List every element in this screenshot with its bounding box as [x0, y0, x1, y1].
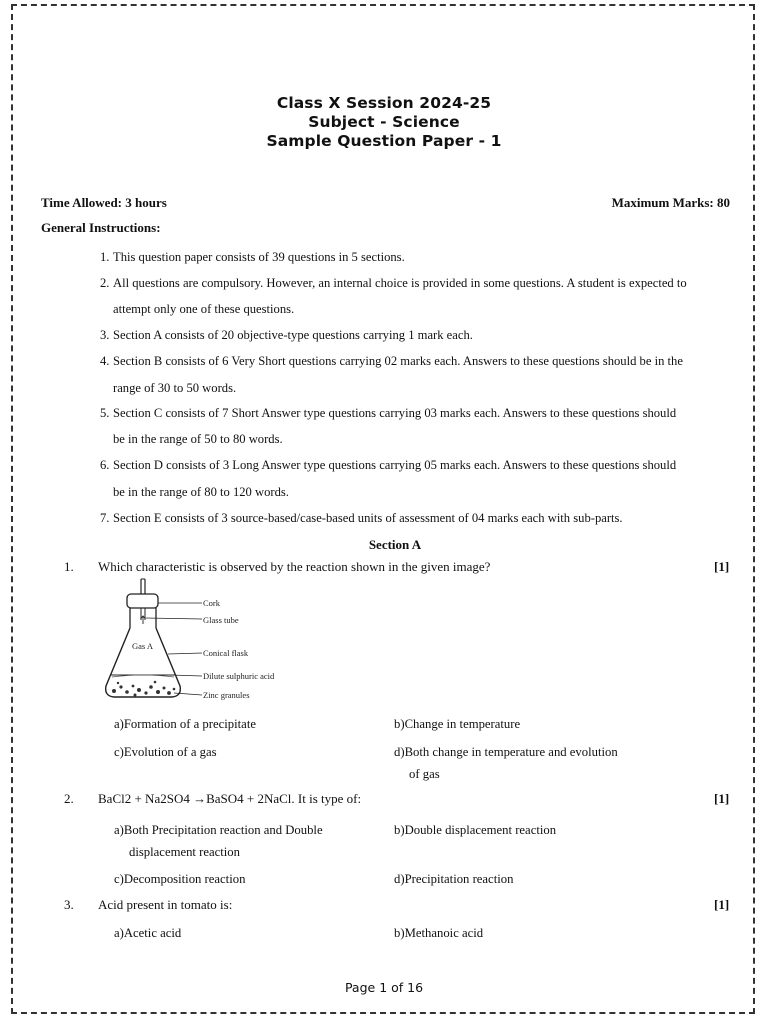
- option-c: c)Evolution of a gas: [114, 745, 217, 759]
- instruction-text: Section E consists of 3 source-based/case-based units of assessment of 04 marks each with sub-parts.: [113, 511, 623, 525]
- question-marks: [1]: [714, 791, 730, 806]
- instruction-number: 5.: [100, 406, 110, 420]
- instruction-number: 7.: [100, 511, 110, 525]
- question-text: Which characteristic is observed by the reaction shown in the given image?: [98, 559, 491, 574]
- glass-tube-label: Glass tube: [203, 615, 239, 625]
- option-a: a)Formation of a precipitate: [114, 717, 256, 731]
- maximum-marks: Maximum Marks: 80: [611, 195, 730, 210]
- question-marks: [1]: [714, 559, 730, 574]
- question-marks: [1]: [714, 897, 730, 912]
- class-session-title: Class X Session 2024-25: [276, 94, 492, 112]
- instruction-text: range of 30 to 50 words.: [113, 381, 237, 395]
- general-instructions-heading: General Instructions:: [41, 220, 161, 235]
- gas-a-label: Gas A: [132, 641, 154, 651]
- conical-flask-label: Conical flask: [203, 648, 249, 658]
- page-number: Page 1 of 16: [344, 980, 424, 995]
- question-text: Acid present in tomato is:: [98, 897, 233, 912]
- option-b: b)Change in temperature: [394, 717, 521, 731]
- page-dashed-border: [11, 4, 755, 1014]
- option-a: a)Acetic acid: [114, 926, 182, 940]
- question-number: 2.: [64, 791, 74, 806]
- option-a-continued: displacement reaction: [129, 845, 240, 859]
- conical-flask-diagram: [98, 576, 298, 704]
- cork-label: Cork: [203, 598, 220, 608]
- question-number: 3.: [64, 897, 74, 912]
- instruction-number: 1.: [100, 250, 110, 264]
- time-allowed: Time Allowed: 3 hours: [41, 195, 167, 210]
- subject-title: Subject - Science: [308, 113, 460, 131]
- dilute-acid-label: Dilute sulphuric acid: [203, 671, 275, 681]
- instruction-text: be in the range of 80 to 120 words.: [113, 485, 289, 499]
- option-d: d)Both change in temperature and evolution: [394, 745, 618, 759]
- instruction-text: attempt only one of these questions.: [113, 302, 295, 316]
- zinc-granules-label: Zinc granules: [203, 690, 250, 700]
- question-text: BaCl2 + Na2SO4 →BaSO4 + 2NaCl. It is type of:: [98, 791, 362, 806]
- instruction-text: Section B consists of 6 Very Short questions carrying 02 marks each. Answers to these questions should be in the: [113, 354, 683, 368]
- option-d: d)Precipitation reaction: [394, 872, 514, 886]
- instruction-text: be in the range of 50 to 80 words.: [113, 432, 283, 446]
- option-b: b)Double displacement reaction: [394, 823, 557, 837]
- option-d-continued: of gas: [409, 767, 440, 781]
- instruction-number: 6.: [100, 458, 110, 472]
- option-b: b)Methanoic acid: [394, 926, 484, 940]
- instruction-number: 3.: [100, 328, 110, 342]
- section-a-heading: Section A: [368, 537, 422, 552]
- option-a: a)Both Precipitation reaction and Double: [114, 823, 323, 837]
- instruction-text: This question paper consists of 39 questions in 5 sections.: [113, 250, 405, 264]
- option-c: c)Decomposition reaction: [114, 872, 246, 886]
- instruction-text: Section D consists of 3 Long Answer type questions carrying 05 marks each. Answers to these questions should: [113, 458, 677, 472]
- instruction-text: All questions are compulsory. However, an internal choice is provided in some questions. A student is expected to: [113, 276, 687, 290]
- question-number: 1.: [64, 559, 74, 574]
- instruction-number: 2.: [100, 276, 110, 290]
- instruction-text: Section C consists of 7 Short Answer type questions carrying 03 marks each. Answers to these questions should: [113, 406, 677, 420]
- paper-title: Sample Question Paper - 1: [266, 132, 502, 150]
- instruction-text: Section A consists of 20 objective-type questions carrying 1 mark each.: [113, 328, 473, 342]
- instruction-number: 4.: [100, 354, 110, 368]
